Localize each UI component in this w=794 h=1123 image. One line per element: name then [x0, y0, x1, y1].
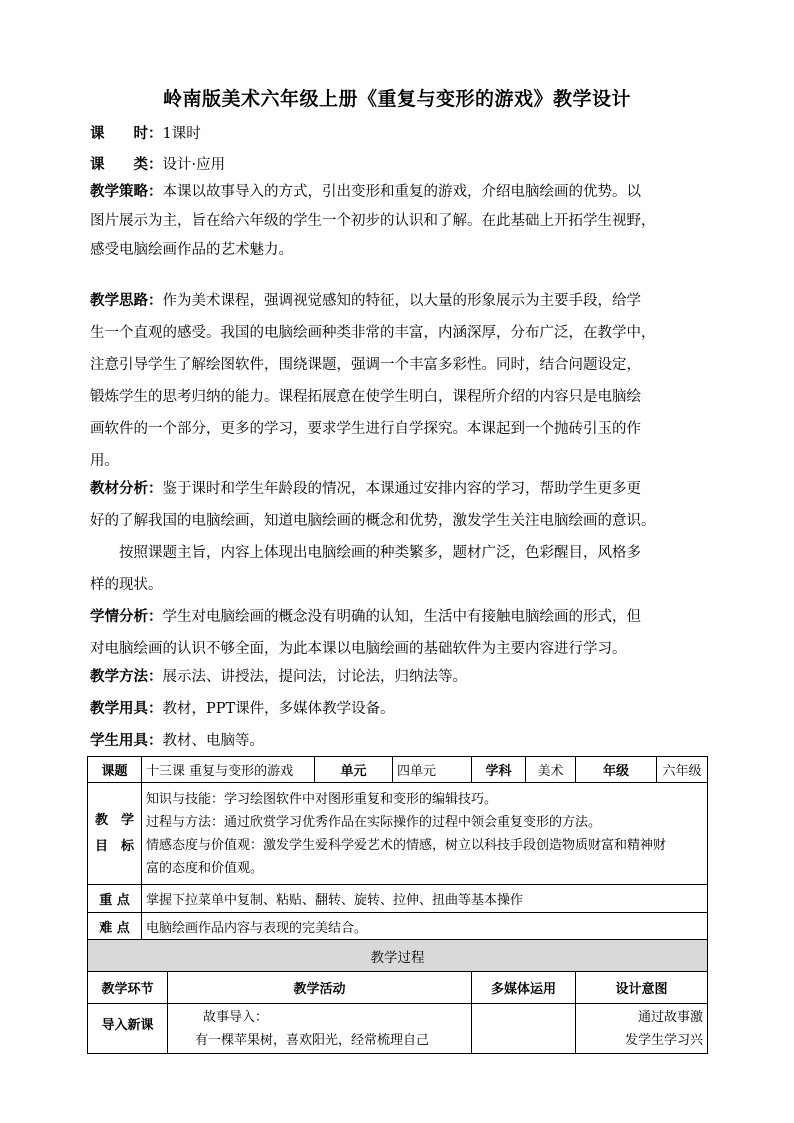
unit-label: 单元 [315, 757, 393, 783]
teacher-tools [90, 699, 708, 719]
teacher-tools-label: 教学用具： [90, 700, 163, 717]
intent-cell [576, 1004, 708, 1054]
strategy-line: 感受电脑绘画作品的艺术魅力。 [90, 242, 293, 258]
material-line: 样的现状。 [90, 577, 163, 593]
process-header: 设计意图 [576, 972, 708, 1004]
intent-line: 通过故事激 [638, 1009, 704, 1025]
thinking-line: 注意引导学生了解绘图软件，围绕课题，强调一个丰富多彩性。同时，结合问题设定， [90, 357, 641, 373]
teaching-thinking [90, 285, 708, 477]
table-row [88, 913, 708, 940]
student-tools-label: 学生用具： [90, 732, 163, 749]
student-analysis [90, 601, 708, 665]
material-line: 按照课题主旨，内容上体现出电脑绘画的种类繁多，题材广泛，色彩醒目，风格多 [119, 545, 641, 561]
students-line: 学生对电脑绘画的概念没有明确的认知，生活中有接触电脑绘画的形式，但 [162, 609, 641, 625]
material-line: 好的了解我国的电脑绘画，知道电脑绘画的概念和优势，激发学生关注电脑绘画的意识。 [90, 513, 656, 529]
unit-value: 四单元 [393, 757, 472, 783]
lesson-time [90, 124, 708, 144]
lesson-type-label: 课 类： [90, 156, 163, 173]
goals-cell [142, 783, 708, 885]
difficulty-label: 难 点 [88, 913, 142, 940]
thinking-label: 教学思路： [90, 292, 163, 309]
teaching-methods [90, 667, 708, 687]
activity-line: 有一棵苹果树，喜欢阳光，经常梳理自己 [195, 1032, 430, 1048]
topic-label: 课题 [88, 757, 142, 783]
thinking-line: 画软件的一个部分，更多的学习，要求学生进行自学探究。本课起到一个抛砖引玉的作 [90, 421, 641, 437]
table-row [88, 757, 708, 783]
process-header: 教学环节 [88, 972, 168, 1004]
process-header: 教学活动 [168, 972, 472, 1004]
methods-value: 展示法、讲授法，提问法，讨论法，归纳法等。 [162, 669, 467, 685]
lesson-type-value: 设计·应用 [162, 157, 226, 173]
table-row [88, 972, 708, 1004]
teaching-strategy [90, 177, 708, 265]
goal-line: 情感态度与价值观：激发学生爱科学爱艺术的情感，树立以科技手段创造物质财富和精神财 [146, 837, 667, 853]
thinking-line: 生一个直观的感受。我国的电脑绘画种类非常的丰富，内涵深厚，分布广泛，在教学中， [90, 325, 656, 341]
students-line: 对电脑绘画的认识不够全面，为此本课以电脑绘画的基础软件为主要内容进行学习。 [90, 641, 627, 657]
key-label: 重 点 [88, 885, 142, 913]
table-row [88, 940, 708, 972]
methods-label: 教学方法： [90, 668, 163, 685]
activity-cell [168, 1004, 472, 1054]
material-line: 鉴于课时和学生年龄段的情况，本课通过安排内容的学习，帮助学生更多更 [162, 481, 641, 497]
grade-label: 年级 [576, 757, 657, 783]
process-header: 多媒体运用 [472, 972, 576, 1004]
process-title: 教学过程 [88, 940, 708, 972]
goals-label: 教 学 目 标 [88, 783, 142, 885]
activity-line: 故事导入： [203, 1009, 269, 1025]
thinking-line: 作为美术课程，强调视觉感知的特征，以大量的形象展示为主要手段，给学 [162, 293, 641, 309]
key-value: 掌握下拉菜单中复制、粘贴、翻转、旋转、拉伸、扭曲等基本操作 [142, 885, 708, 913]
table-row [88, 885, 708, 913]
goal-line: 富的态度和价值观。 [146, 860, 264, 876]
subject-value: 美术 [526, 757, 576, 783]
lesson-time-value: 1课时 [162, 126, 201, 142]
strategy-line: 本课以故事导入的方式，引出变形和重复的游戏，介绍电脑绘画的优势。以 [162, 184, 641, 200]
strategy-label: 教学策略： [90, 183, 163, 200]
difficulty-value: 电脑绘画作品内容与表现的完美结合。 [142, 913, 708, 940]
topic-value: 十三课 重复与变形的游戏 [142, 757, 315, 783]
students-label: 学情分析： [90, 608, 163, 625]
teacher-tools-value: 教材，PPT课件，多媒体教学设备。 [162, 701, 395, 717]
lesson-time-label: 课 时： [90, 125, 163, 142]
document-title: 岭南版美术六年级上册《重复与变形的游戏》教学设计 [162, 88, 631, 110]
material-analysis [90, 473, 708, 601]
goal-line: 知识与技能：学习绘图软件中对图形重复和变形的编辑技巧。 [146, 791, 498, 807]
lesson-plan-table [87, 756, 708, 1054]
goal-line: 过程与方法：通过欣赏学习优秀作品在实际操作的过程中领会重复变形的方法。 [146, 814, 602, 830]
grade-value: 六年级 [657, 757, 708, 783]
intent-line: 发学生学习兴 [625, 1032, 704, 1048]
media-cell [472, 1004, 576, 1054]
material-label: 教材分析： [90, 480, 163, 497]
stage-cell: 导入新课 [88, 1004, 168, 1054]
strategy-line: 图片展示为主，旨在给六年级的学生一个初步的认识和了解。在此基础上开拓学生视野， [90, 213, 656, 229]
table-row [88, 1004, 708, 1054]
subject-label: 学科 [472, 757, 526, 783]
thinking-line: 锻炼学生的思考归纳的能力。课程拓展意在使学生明白，课程所介绍的内容只是电脑绘 [90, 389, 641, 405]
lesson-type [90, 155, 708, 175]
student-tools [90, 731, 708, 751]
thinking-line: 用。 [90, 453, 119, 469]
table-row [88, 783, 708, 885]
student-tools-value: 教材、电脑等。 [162, 733, 264, 749]
